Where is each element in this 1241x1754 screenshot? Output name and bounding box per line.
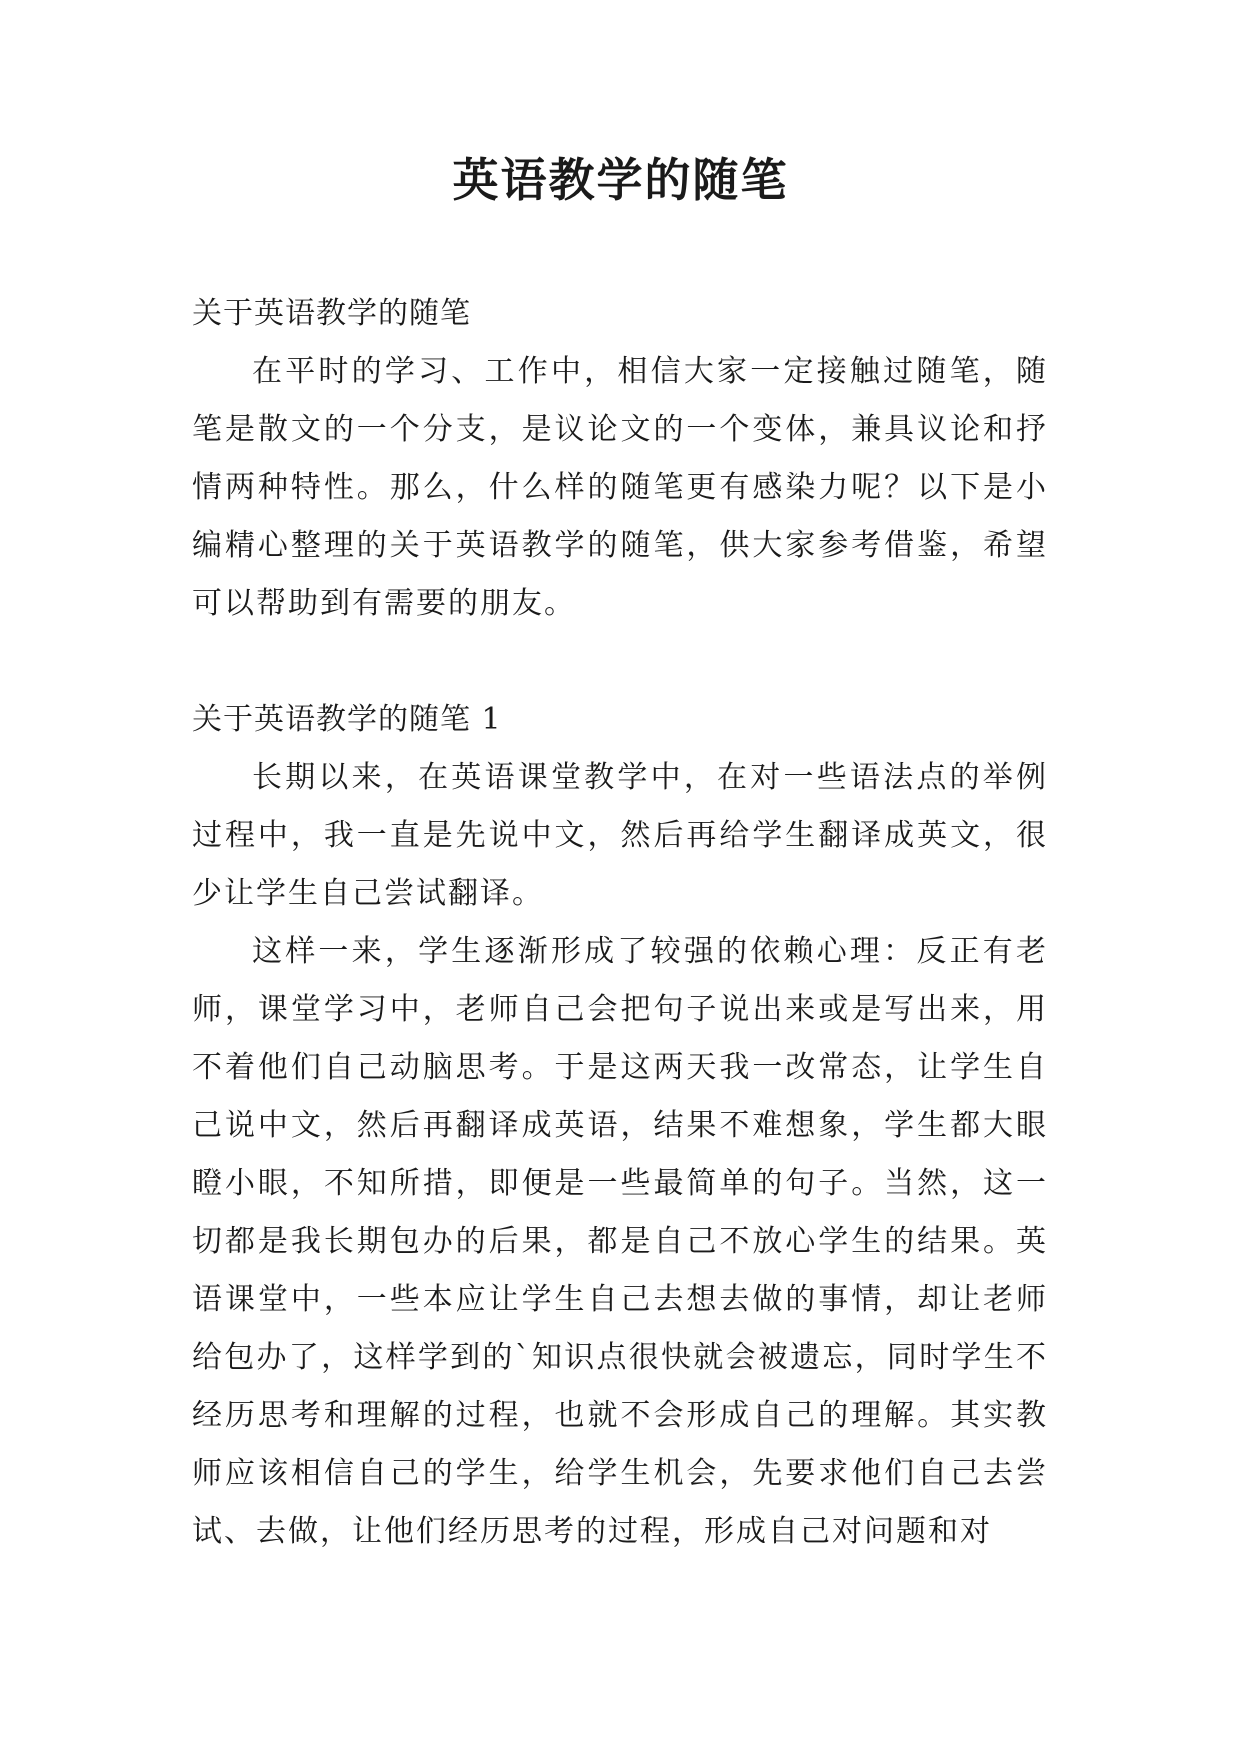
section-heading: 关于英语教学的随笔 1 [192,702,502,737]
body-paragraph: 长期以来，在英语课堂教学中，在对一些语法点的举例过程中，我一直是先说中文，然后再给学生翻译成英文，很少让学生自己尝试翻译。 [192,760,1048,911]
intro-heading: 关于英语教学的随笔 [192,296,471,331]
intro-paragraph: 在平时的学习、工作中，相信大家一定接触过随笔，随笔是散文的一个分支，是议论文的一个变体，兼具议论和抒情两种特性。那么，什么样的随笔更有感染力呢？以下是小编精心整理的关于英语教学的随笔，供大家参考借鉴，希望可以帮助到有需要的朋友。 [192,354,1048,621]
body-paragraph: 这样一来，学生逐渐形成了较强的依赖心理：反正有老师，课堂学习中，老师自己会把句子说出来或是写出来，用不着他们自己动脑思考。于是这两天我一改常态，让学生自己说中文，然后再翻译成英语，结果不难想象，学生都大眼瞪小眼，不知所措，即便是一些最简单的句子。当然，这一切都是我长期包办的后果，都是自己不放心学生的结果。英语课堂中，一些本应让学生自己去想去做的事情，却让老师给包办了，这样学到的`知识点很快就会被遗忘，同时学生不经历思考和理解的过程，也就不会形成自己的理解。其实教师应该相信自己的学生，给学生机会，先要求他们自己去尝试、去做，让他们经历思考的过程，形成自己对问题和对 [192,934,1048,1549]
section-spacer [192,633,1048,691]
document-body [192,285,1048,1561]
document-title: 英语教学的随笔 [452,153,789,207]
